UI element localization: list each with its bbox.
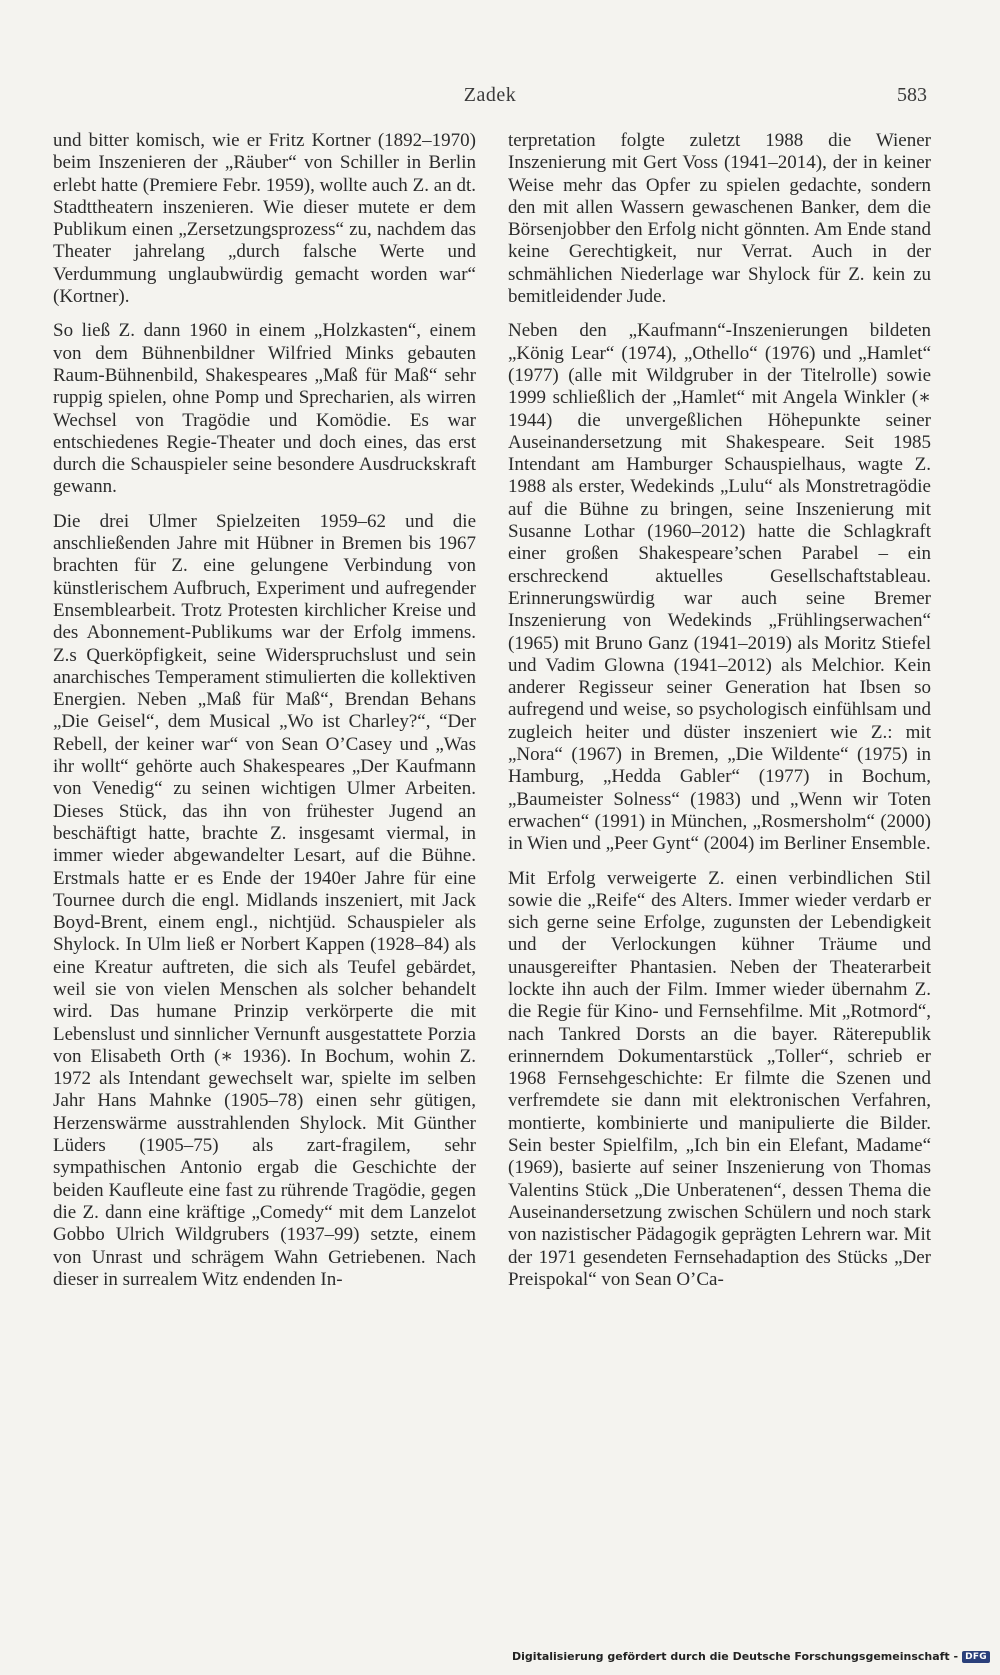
footer-text: Digitalisierung gefördert durch die Deutsche Forschungsgemeinschaft - — [512, 1650, 959, 1663]
paragraph: So ließ Z. dann 1960 in einem „Holzkasten“, einem von dem Bühnenbildner Wilfried Minks gebauten Raum-Bühnenbild, Shakespeares „Maß für Maß“ sehr ruppig spielen, ohne Pomp und Sprecharien, als wirren Wechsel von Tragödie und Komödie. Es war entschiedenes Regie-Theater und doch eines, das erst durch die Schauspieler seine besondere Ausdruckskraft gewann. — [53, 320, 476, 498]
left-column — [53, 130, 476, 1303]
digitization-footer — [512, 1650, 990, 1663]
paragraph: Neben den „Kaufmann“-Inszenierungen bildeten „König Lear“ (1974), „Othello“ (1976) und „Hamlet“ (1977) (alle mit Wildgruber in der Titelrolle) sowie 1999 schließlich der „Hamlet“ mit Angela Winkler (∗ 1944) die unvergeßlichen Höhepunkte seiner Auseinandersetzung mit Shakespeare. Seit 1985 Intendant am Hamburger Schauspielhaus, wagte Z. 1988 als erster, Wedekinds „Lulu“ als Monstretragödie auf die Bühne zu bringen, seine Inszenierung mit Susanne Lothar (1960–2012) hatte die Schlagkraft einer großen Shakespeare’schen Parabel – ein erschreckend aktuelles Gesellschaftstableau. Erinnerungswürdig war auch seine Bremer Inszenierung von Wedekinds „Frühlingserwachen“ (1965) mit Bruno Ganz (1941–2019) als Moritz Stiefel und Vadim Glowna (1941–2012) als Melchior. Kein anderer Regisseur seiner Generation hat Ibsen so aufregend und weise, so psychologisch einfühlsam und zugleich heiter und düster inszeniert wie Z.: mit „Nora“ (1967) in Bremen, „Die Wildente“ (1975) in Hamburg, „Hedda Gabler“ (1977) in Bochum, „Baumeister Solness“ (1983) und „Wenn wir Toten erwachen“ (1991) in München, „Rosmersholm“ (2000) in Wien und „Peer Gynt“ (2004) im Berliner Ensemble. — [508, 320, 931, 855]
dfg-logo-icon: DFG — [962, 1651, 990, 1663]
paragraph: Die drei Ulmer Spielzeiten 1959–62 und die anschließenden Jahre mit Hübner in Bremen bis 1967 brachten für Z. eine gelungene Verbindung von künstlerischem Aufbruch, Experiment und aufregender Ensemblearbeit. Trotz Protesten kirchlicher Kreise und des Abonnement-Publikums war der Erfolg immens. Z.s Querköpfigkeit, seine Widerspruchslust und sein anarchisches Temperament stimulierten die kollektiven Energien. Neben „Maß für Maß“, Brendan Behans „Die Geisel“, dem Musical „Wo ist Charley?“, “Der Rebell, der keiner war“ von Sean O’Casey und „Was ihr wollt“ gehörte auch Shakespeares „Der Kaufmann von Venedig“ zu seinen wichtigen Ulmer Arbeiten. Dieses Stück, das ihn von frühester Jugend an beschäftigt hatte, brachte Z. insgesamt viermal, in immer wieder abgewandelter Lesart, auf die Bühne. Erstmals hatte er es Ende der 1940er Jahre für eine Tournee durch die engl. Midlands inszeniert, mit Jack Boyd-Brent, einem engl., nichtjüd. Schauspieler als Shylock. In Ulm ließ er Norbert Kappen (1928–84) als eine Kreatur auftreten, die sich als Teufel gebärdet, weil sie von vielen Menschen als solcher behandelt wird. Das humane Prinzip verkörperte die mit Lebenslust und sinnlicher Vernunft ausgestattete Porzia von Elisabeth Orth (∗ 1936). In Bochum, wohin Z. 1972 als Intendant gewechselt war, spielte im selben Jahr Hans Mahnke (1905–78) einen sehr gütigen, Herzenswärme ausstrahlenden Shylock. Mit Günther Lüders (1905–75) als zart-fragilem, sehr sympathischen Antonio ergab die Geschichte der beiden Kaufleute eine fast zu rührende Tragödie, gegen die Z. dann eine kräftige „Comedy“ mit dem Lanzelot Gobbo Ulrich Wildgrubers (1937–99) setzte, einem von Unrast und schrägem Wahn Getriebenen. Nach dieser in surrealem Witz endenden In- — [53, 510, 476, 1290]
right-column — [508, 130, 931, 1303]
running-title: Zadek — [463, 84, 517, 106]
paragraph: und bitter komisch, wie er Fritz Kortner (1892–1970) beim Inszenieren der „Räuber“ von Schiller in Berlin erlebt hatte (Premiere Febr. 1959), wollte auch Z. an dt. Stadttheatern inszenieren. Wie dieser mutete er dem Publikum einen „Zersetzungsprozess“ zu, nachdem das Theater jahrelang „durch falsche Werte und Verdummung unglaubwürdig gemacht worden war“ (Kortner). — [53, 130, 476, 308]
page-number: 583 — [897, 84, 927, 106]
paragraph: Mit Erfolg verweigerte Z. einen verbindlichen Stil sowie die „Reife“ des Alters. Immer wieder verdarb er sich gerne seine Erfolge, zugunsten der Lebendigkeit und der Verlockungen kühner Träume und unausgereifter Phantasien. Neben der Theaterarbeit lockte ihn auch der Film. Immer wieder übernahm Z. die Regie für Kino- und Fernsehfilme. Mit „Rotmord“, nach Tankred Dorsts an die bayer. Räterepublik erinnerndem Dokumentarstück „Toller“, schrieb er 1968 Fernsehgeschichte: Er filmte die Szenen und verfremdete sie dann mit elektronischen Verfahren, montierte, kombinierte und manipulierte die Bilder. Sein bester Spielfilm, „Ich bin ein Elefant, Madame“ (1969), basierte auf seiner Inszenierung von Thomas Valentins Stück „Die Unberatenen“, dessen Thema die Auseinandersetzung zwischen Schülern und noch stark von nazistischer Pädagogik geprägten Lehrern war. Mit der 1971 gesendeten Fernsehadaption des Stücks „Der Preispokal“ von Sean O’Ca- — [508, 867, 931, 1290]
paragraph: terpretation folgte zuletzt 1988 die Wiener Inszenierung mit Gert Voss (1941–2014), der in keiner Weise mehr das Opfer zu spielen gedachte, sondern den mit allen Wassern gewaschenen Banker, dem die Börsenjobber den Erfolg nicht gönnten. Am Ende stand keine Gerechtigkeit, nur Verrat. Auch in der schmählichen Niederlage war Shylock für Z. kein zu bemitleidender Jude. — [508, 130, 931, 308]
